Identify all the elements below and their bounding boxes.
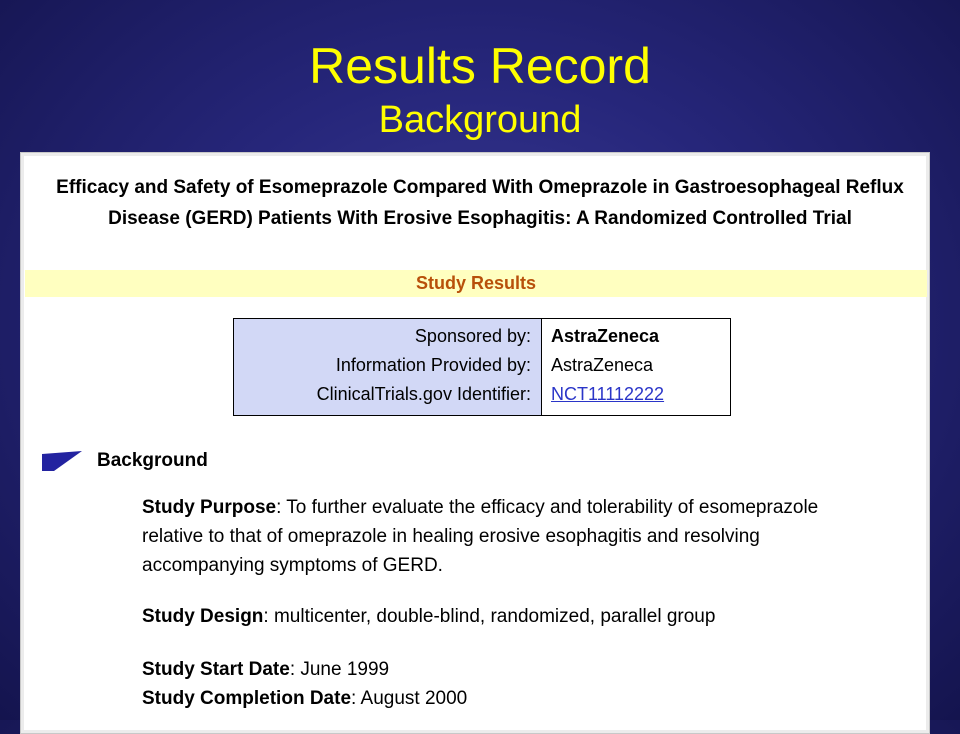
study-completion-label: Study Completion Date bbox=[142, 688, 352, 709]
study-design-label: Study Design bbox=[142, 606, 264, 627]
study-completion-date bbox=[142, 684, 882, 713]
study-start-text: : June 1999 bbox=[289, 659, 390, 680]
study-purpose-text: : To further evaluate the efficacy and tolerability of esomeprazole relative to that of omeprazole in healing erosive esophagitis and resolving accompanying symptoms of GERD. bbox=[142, 497, 819, 576]
sponsor-labels bbox=[234, 319, 542, 415]
sponsored-by-label: Sponsored by: bbox=[414, 326, 531, 346]
study-purpose-label: Study Purpose bbox=[142, 497, 277, 518]
slide-subtitle: Background bbox=[378, 99, 582, 141]
study-purpose bbox=[142, 493, 882, 580]
info-provided-by-value: AstraZeneca bbox=[551, 355, 654, 375]
study-completion-text: : August 2000 bbox=[351, 688, 468, 709]
identifier-link[interactable]: NCT11112222 bbox=[551, 384, 665, 404]
sponsor-table bbox=[233, 318, 731, 416]
study-design-text: : multicenter, double-blind, randomized, parallel group bbox=[263, 606, 716, 627]
info-provided-by-label: Information Provided by: bbox=[335, 355, 531, 375]
sponsored-by-value: AstraZeneca bbox=[551, 326, 660, 346]
study-results-bar: Study Results bbox=[25, 270, 927, 297]
record-panel bbox=[20, 152, 930, 734]
background-heading: Background bbox=[97, 450, 208, 471]
study-start-date bbox=[142, 655, 882, 684]
study-design bbox=[142, 602, 882, 631]
identifier-label: ClinicalTrials.gov Identifier: bbox=[316, 384, 531, 404]
right-pointer-icon bbox=[42, 450, 82, 472]
slide-title: Results Record bbox=[309, 38, 651, 94]
record-title: Efficacy and Safety of Esomeprazole Compared With Omeprazole in Gastroesophageal Reflux Disease (GERD) Patients With Erosive Esophagitis: A Randomized Controlled Trial bbox=[56, 177, 904, 229]
sponsor-values bbox=[542, 319, 730, 415]
study-start-label: Study Start Date bbox=[142, 659, 290, 680]
